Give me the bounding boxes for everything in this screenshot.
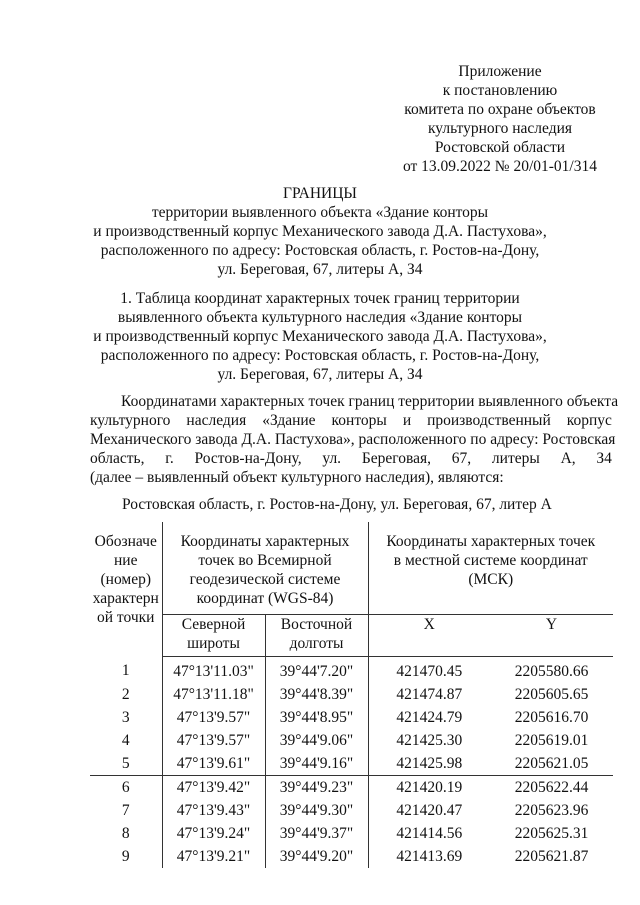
x-cell: 421474.87 <box>396 685 463 703</box>
y-cell: 2205605.65 <box>514 685 589 703</box>
x-cell: 421413.69 <box>396 847 463 865</box>
header-text-line: координат (WGS-84) <box>196 590 334 607</box>
paragraph-word: литеры <box>491 450 540 467</box>
table-row <box>90 822 613 845</box>
caption-line: и производственный корпус Механического завода Д.А. Пастухова», <box>93 328 547 345</box>
y-cell: 2205580.66 <box>514 662 589 680</box>
table-row <box>90 752 613 776</box>
header-text-line: ой точки <box>97 609 155 626</box>
appendix-line: к постановлению <box>442 82 558 99</box>
y-cell: 2205623.96 <box>514 801 589 819</box>
header-text-line: Северной <box>181 615 246 633</box>
latitude-cell: 47°13'9.24" <box>162 822 265 845</box>
appendix-line: Приложение <box>458 63 542 80</box>
table-body <box>90 656 613 868</box>
header-text-line: Обозначе <box>94 533 157 550</box>
header-text-line: (МСК) <box>468 571 514 588</box>
title-line: расположенного по адресу: Ростовская область, г. Ростов-на-Дону, <box>100 242 540 259</box>
header-text-line: долготы <box>289 634 344 652</box>
longitude-cell: 39°44'9.23" <box>265 775 368 799</box>
header-text-line: геодезической системе <box>189 571 341 588</box>
paragraph-word: З4 <box>596 450 612 467</box>
intro-paragraph <box>90 392 619 487</box>
caption-line: расположенного по адресу: Ростовская область, г. Ростов-на-Дону, <box>100 347 540 364</box>
header-text-line: в местной системе координат <box>393 552 588 569</box>
y-cell: 2205622.44 <box>490 775 613 799</box>
latitude-cell: 47°13'11.18" <box>162 683 265 706</box>
paragraph-line-justified <box>90 449 612 468</box>
table-row <box>90 799 613 822</box>
paragraph-word: «Здание <box>262 412 316 429</box>
paragraph-word: культурного <box>90 412 171 429</box>
table-subheader-row <box>90 614 613 656</box>
header-y: Y <box>490 614 613 656</box>
header-text-line: ние <box>114 552 138 569</box>
header-east-longitude <box>265 614 368 656</box>
table-caption <box>40 289 600 384</box>
paragraph-line: Координатами характерных точек границ территории выявленного объекта <box>121 393 619 410</box>
latitude-cell: 47°13'9.61" <box>162 752 265 776</box>
latitude-cell: 47°13'9.43" <box>162 799 265 822</box>
table-row <box>90 845 613 868</box>
x-cell: 421420.47 <box>396 801 463 819</box>
title-heading: ГРАНИЦЫ <box>283 185 357 202</box>
x-cell: 421420.19 <box>368 775 490 799</box>
header-x: X <box>368 614 490 656</box>
longitude-cell: 39°44'9.16" <box>265 752 368 776</box>
paragraph-line-justified <box>90 411 612 430</box>
paragraph-word: ул. <box>322 450 342 467</box>
x-cell: 421470.45 <box>396 662 463 680</box>
document-title <box>40 184 600 279</box>
table-row <box>90 656 613 683</box>
table-row <box>90 683 613 706</box>
y-cell: 2205621.87 <box>514 847 589 865</box>
title-line: ул. Береговая, 67, литеры А, З4 <box>217 261 423 278</box>
paragraph-line: Механического завода Д.А. Пастухова», расположенного по адресу: Ростовская <box>90 431 616 448</box>
latitude-cell: 47°13'9.57" <box>162 706 265 729</box>
latitude-cell: 47°13'9.21" <box>162 845 265 868</box>
paragraph-word: Береговая, <box>361 450 431 467</box>
title-line: и производственный корпус Механического завода Д.А. Пастухова», <box>93 223 547 240</box>
latitude-cell: 47°13'9.42" <box>162 775 265 799</box>
appendix-line: культурного наследия <box>427 120 573 137</box>
header-text-line: широты <box>187 634 240 652</box>
point-number-cell: 2 <box>90 683 162 706</box>
header-text-line: Координаты характерных <box>180 533 350 550</box>
header-text-line: характерн <box>92 590 159 607</box>
paragraph-word: производственный <box>427 412 551 429</box>
table-header-row <box>90 522 613 614</box>
longitude-cell: 39°44'9.37" <box>265 822 368 845</box>
x-cell: 421425.98 <box>396 754 463 772</box>
caption-line: выявленного объекта культурного наследия «Здание конторы <box>117 309 523 326</box>
longitude-cell: 39°44'8.39" <box>265 683 368 706</box>
longitude-cell: 39°44'9.20" <box>265 845 368 868</box>
point-number-cell: 7 <box>90 799 162 822</box>
longitude-cell: 39°44'9.06" <box>265 729 368 752</box>
x-cell: 421424.79 <box>396 708 463 726</box>
y-cell: 2205619.01 <box>514 731 589 749</box>
longitude-cell: 39°44'9.30" <box>265 799 368 822</box>
caption-line: 1. Таблица координат характерных точек границ территории <box>120 290 520 307</box>
header-text-line: Координаты характерных точек <box>386 533 596 550</box>
paragraph-word: Ростов-на-Дону, <box>194 450 302 467</box>
longitude-cell: 39°44'7.20" <box>265 656 368 683</box>
point-number-cell: 1 <box>90 656 162 683</box>
header-msk <box>368 522 613 614</box>
header-point-number <box>90 522 162 656</box>
object-location: Ростовская область, г. Ростов-на-Дону, ул. Береговая, 67, литер А <box>122 496 552 513</box>
header-north-latitude <box>162 614 265 656</box>
point-number-cell: 8 <box>90 822 162 845</box>
table-row <box>90 775 613 799</box>
latitude-cell: 47°13'11.03" <box>162 656 265 683</box>
coordinates-table <box>90 522 613 868</box>
title-line: территории выявленного объекта «Здание конторы <box>151 204 489 221</box>
point-number-cell: 3 <box>90 706 162 729</box>
table-row <box>90 706 613 729</box>
header-text-line: (номер) <box>100 571 151 588</box>
y-cell: 2205616.70 <box>514 708 589 726</box>
paragraph-line: (далее – выявленный объект культурного наследия), являются: <box>90 469 504 486</box>
appendix-line: от 13.09.2022 № 20/01-01/314 <box>402 158 597 175</box>
appendix-line: комитета по охране объектов <box>404 101 596 118</box>
header-text-line: Восточной <box>280 615 353 633</box>
longitude-cell: 39°44'8.95" <box>265 706 368 729</box>
paragraph-word: область, <box>90 450 145 467</box>
caption-line: ул. Береговая, 67, литеры А, З4 <box>217 366 423 383</box>
latitude-cell: 47°13'9.57" <box>162 729 265 752</box>
x-cell: 421425.30 <box>396 731 463 749</box>
header-text-line: точек во Всемирной <box>198 552 332 569</box>
point-number-cell: 5 <box>90 752 162 776</box>
header-wgs84 <box>162 522 368 614</box>
appendix-header <box>400 62 600 176</box>
paragraph-word: 67, <box>451 450 472 467</box>
point-number-cell: 4 <box>90 729 162 752</box>
appendix-line: Ростовской области <box>434 139 566 156</box>
point-number-cell: 9 <box>90 845 162 868</box>
paragraph-word: и <box>402 412 412 429</box>
paragraph-word: г. <box>165 450 174 467</box>
point-number-cell: 6 <box>90 775 162 799</box>
paragraph-word: А, <box>560 450 576 467</box>
table-row <box>90 729 613 752</box>
paragraph-word: корпус <box>566 412 612 429</box>
paragraph-word: наследия <box>186 412 247 429</box>
x-cell: 421414.56 <box>396 824 463 842</box>
y-cell: 2205621.05 <box>514 754 589 772</box>
y-cell: 2205625.31 <box>514 824 589 842</box>
paragraph-word: конторы <box>331 412 387 429</box>
